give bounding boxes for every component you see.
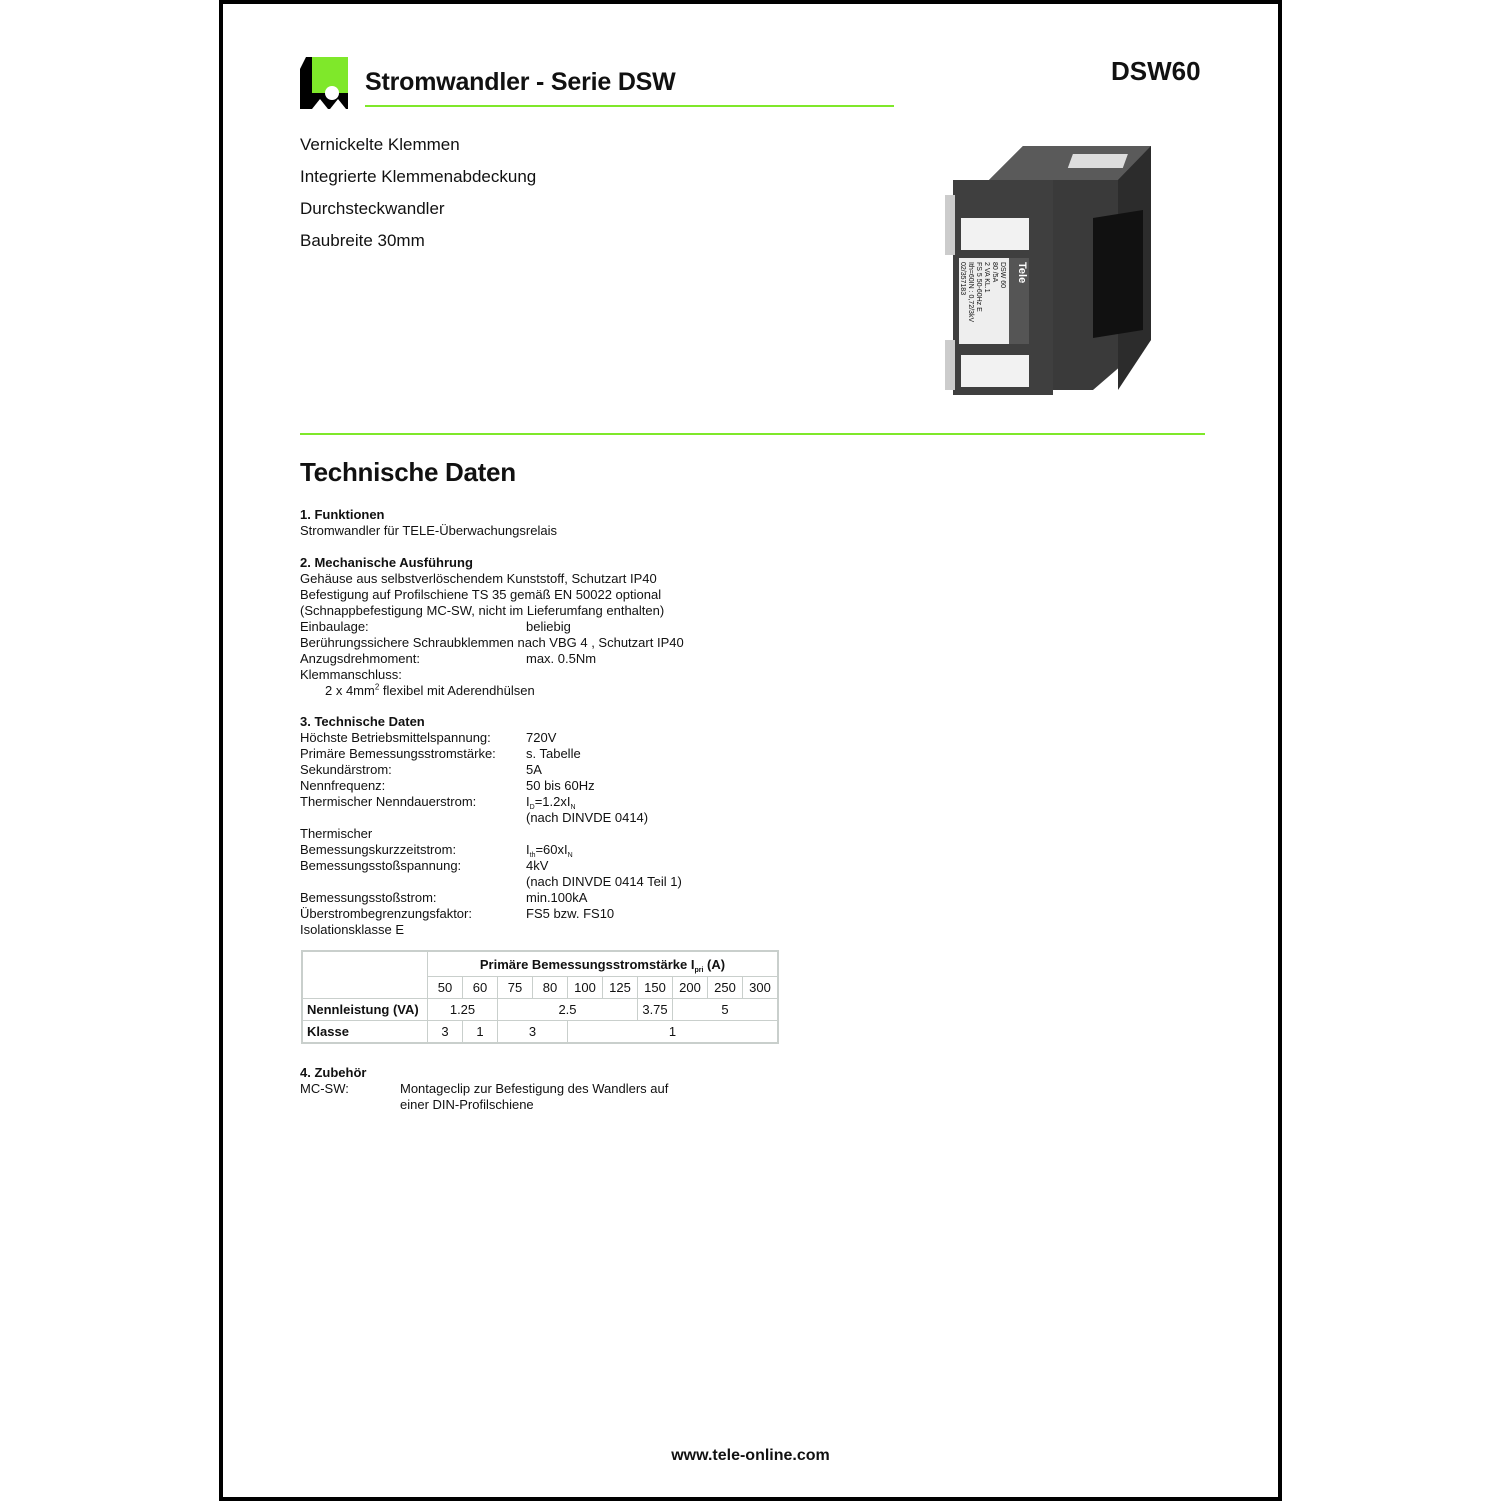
section-title: Technische Daten [300, 457, 516, 487]
feature-item: Integrierte Klemmenabdeckung [300, 167, 537, 186]
section-technische-daten [300, 714, 682, 938]
table-row: Nennleistung (VA) 1.25 2.5 3.75 5 [302, 999, 778, 1021]
section-heading: 1. Funktionen [300, 507, 385, 522]
feature-item: Baubreite 30mm [300, 231, 425, 250]
section-zubehoer [300, 1065, 668, 1113]
table-row: Klasse 3 1 3 1 [302, 1021, 778, 1044]
section-mechanische-ausfuehrung [300, 555, 684, 699]
table-corner [302, 951, 428, 999]
tele-logo-icon [300, 57, 348, 109]
spec-row: Thermischer Nenndauerstrom: $I_D=1.2xI_N$ [300, 794, 576, 811]
spec-row: Anzugsdrehmoment: max. 0.5Nm [300, 651, 597, 666]
section-divider [300, 433, 1205, 435]
spec-row: Primäre Bemessungsstromstärke: s. Tabelle [300, 746, 581, 761]
spec-row: einer DIN-Profilschiene [400, 1097, 534, 1112]
spec-row: (nach DINVDE 0414 Teil 1) [526, 874, 682, 889]
section-text: Stromwandler für TELE-Überwachungsrelais [300, 523, 557, 538]
svg-text:Ith=60IN : 0,72/3kV: Ith=60IN : 0,72/3kV [967, 262, 974, 323]
section-funktionen [300, 507, 557, 539]
section-heading: 4. Zubehör [300, 1065, 367, 1080]
spec-row: Höchste Betriebsmittelspannung: 720V [300, 730, 557, 745]
feature-item: Durchsteckwandler [300, 199, 445, 218]
text-line: Thermischer [300, 826, 373, 841]
spec-row: Bemessungsstoßspannung: 4kV [300, 858, 549, 873]
rating-table [301, 950, 779, 1044]
svg-text:DSW 60: DSW 60 [999, 262, 1006, 289]
text-line: Isolationsklasse E [300, 922, 405, 937]
feature-list [300, 129, 536, 257]
svg-text:02/357183: 02/357183 [959, 262, 966, 296]
footer-url[interactable]: www.tele-online.com [671, 1447, 830, 1464]
model-number: DSW60 [1111, 56, 1201, 86]
spec-row: (nach DINVDE 0414) [526, 810, 649, 825]
text-line: Gehäuse aus selbstverlöschendem Kunststoff, Schutzart IP40 [300, 571, 657, 586]
title-divider [365, 105, 894, 107]
svg-text:2 VA KL.1: 2 VA KL.1 [983, 262, 990, 293]
spec-row: Sekundärstrom: 5A [300, 762, 542, 777]
spec-row: MC-SW: Montageclip zur Befestigung des Wandlers auf [300, 1081, 669, 1096]
section-heading: 3. Technische Daten [300, 714, 425, 729]
spec-row: Bemessungskurzzeitstrom: $I_{th}=60xI_N$ [300, 842, 573, 859]
svg-text:FS 5 50-60Hz E: FS 5 50-60Hz E [975, 262, 982, 312]
text-line: Klemmanschluss: [300, 667, 402, 682]
table-row: 50 60 75 80 100 125 150 200 250 300 [302, 977, 778, 999]
text-line: Befestigung auf Profilschiene TS 35 gemäß EN 50022 optional [300, 587, 662, 602]
datasheet-page [219, 0, 1282, 1501]
feature-item: Vernickelte Klemmen [300, 135, 460, 154]
spec-row: Bemessungsstoßstrom: min.100kA [300, 890, 588, 905]
text-line: (Schnappbefestigung MC-SW, nicht im Lieferumfang enthalten) [300, 603, 665, 618]
spec-row: Überstrombegrenzungsfaktor: FS5 bzw. FS10 [300, 906, 615, 921]
svg-text:80 /5A: 80 /5A [991, 262, 998, 283]
table-header: Primäre Bemessungsstromstärke $I_{pri}$ (A) [428, 951, 779, 977]
product-label-text: Tele [1016, 262, 1028, 284]
text-line: Berührungssichere Schraubklemmen nach VBG 4 , Schutzart IP40 [300, 635, 684, 650]
spec-row: Nennfrequenz: 50 bis 60Hz [300, 778, 595, 793]
text-line: 2 x $4mm^2$ flexibel mit Aderendhülsen [325, 682, 535, 698]
product-photo [943, 140, 1173, 400]
section-heading: 2. Mechanische Ausführung [300, 555, 473, 570]
document-title: Stromwandler - Serie DSW [365, 68, 676, 96]
spec-row: Einbaulage: beliebig [300, 619, 571, 634]
